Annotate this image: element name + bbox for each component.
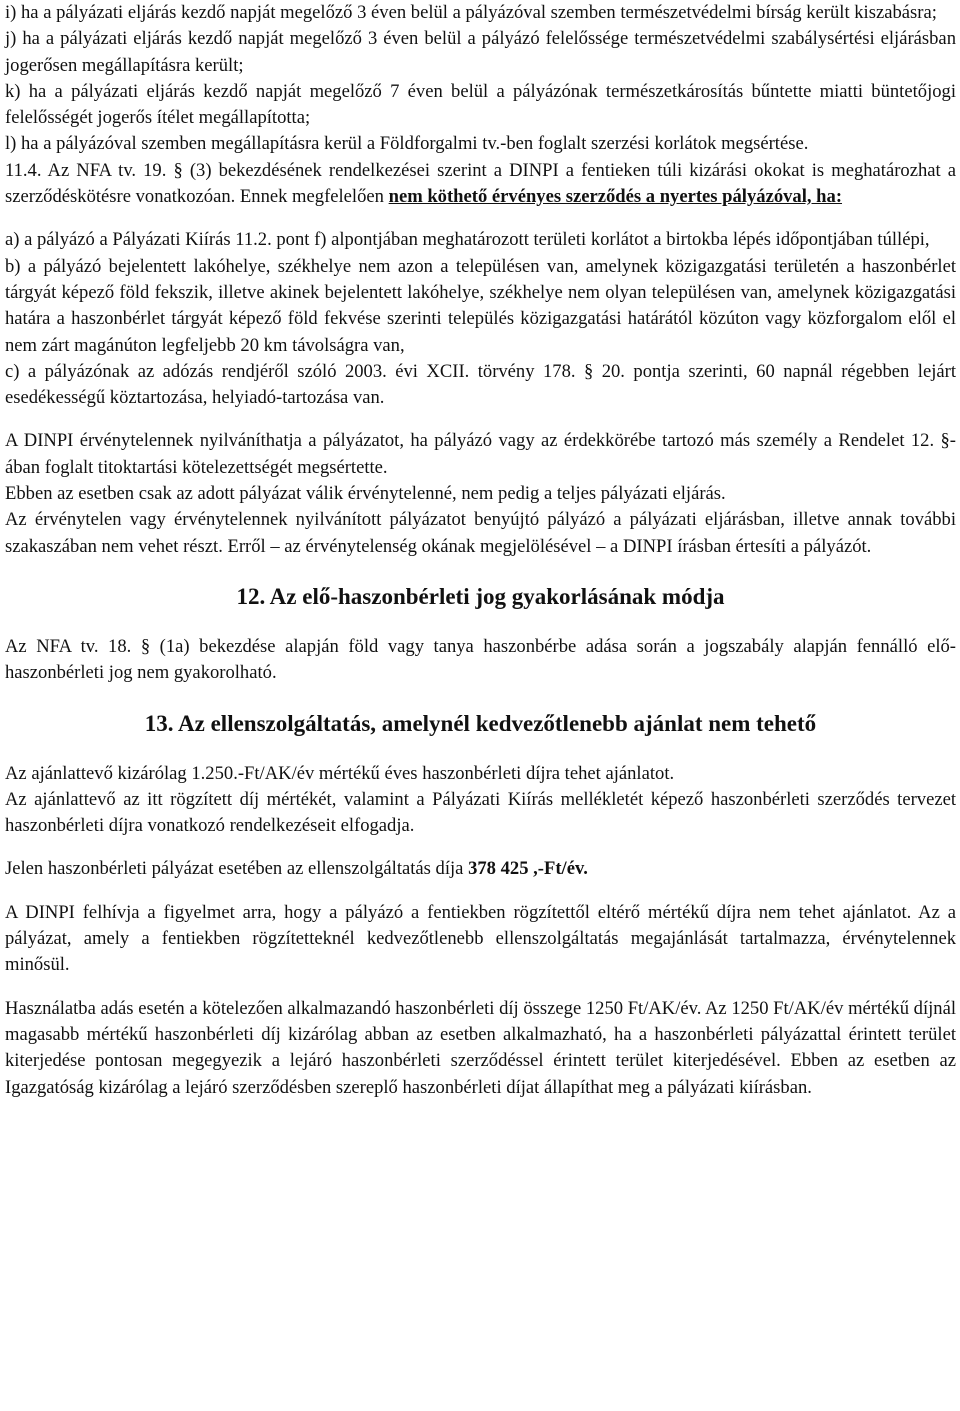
invalid-paragraph-1: A DINPI érvénytelennek nyilváníthatja a pályázatot, ha pályázó vagy az érdekkörébe tartozó más személy a Rendelet 12. §-ában foglalt titoktartási kötelezettségét megsértette. (5, 430, 956, 478)
list-item-l: l) ha a pályázóval szemben megállapításra kerül a Földforgalmi tv.-ben foglalt szerzési korlátok megsértése. (5, 133, 809, 155)
list-item-a: a) a pályázó a Pályázati Kiírás 11.2. pont f) alpontjában meghatározott területi korlátot a birtokba lépés időpontjában túllépi, (5, 229, 930, 251)
section-11-4-text: 11.4. Az NFA tv. 19. § (3) bekezdésének rendelkezései szerint a DINPI a fentieken túli kizárási okokat is meghatározhat a szerződéskötésre vonatkozóan. Ennek megfelelően (5, 159, 956, 208)
fee-value: 378 425 ,-Ft/év. (468, 858, 588, 880)
list-item-k: k) ha a pályázati eljárás kezdő napját megelőző 7 éven belül a pályázónak természetkárosítás bűntette miatti büntetőjogi felelősségét jogerős ítélet megállapította; (5, 80, 956, 129)
section-11-4-paragraph (5, 158, 956, 211)
invalid-paragraph-2: Ebben az esetben csak az adott pályázat válik érvénytelenné, nem pedig a teljes pályázati eljárás. (5, 483, 726, 505)
fee-prefix: Jelen haszonbérleti pályázat esetében az ellenszolgáltatás díja (5, 858, 469, 880)
list-item-b: b) a pályázó bejelentett lakóhelye, székhelye nem azon a településen van, amelynek közigazgatási területén a haszonbérlet tárgyát képező föld fekszik, illetve akinek bejelentett lakóhelye, székhelye nem olyan településen van, amelynek közigazgatási határa a haszonbérlet tárgyát képező föld fekvése szerinti település közigazgatási határától közúton vagy közforgalom elől el nem zárt magánúton legfeljebb 20 km távolságra van, (5, 255, 956, 356)
list-item-c: c) a pályázónak az adózás rendjéről szóló 2003. évi XCII. törvény 178. § 20. pontja szerinti, 60 napnál régebben lejárt esedékességű köztartozása, helyiadó-tartozása van. (5, 360, 956, 409)
section-13-paragraph-2: Az ajánlattevő az itt rögzített díj mértékét, valamint a Pályázati Kiírás mellékletét képező haszonbérleti szerződés tervezet haszonbérleti díjra vonatkozó rendelkezéseit elfogadja. (5, 788, 956, 837)
document-page (5, 0, 956, 1101)
list-item-j: j) ha a pályázati eljárás kezdő napját megelőző 3 éven belül a pályázó felelőssége természetvédelmi szabálysértési eljárásban jogerősen megállapításra került; (5, 28, 956, 76)
section-13-paragraph-4: A DINPI felhívja a figyelmet arra, hogy a pályázó a fentiekben rögzítettől eltérő mértékű díjra nem tehet ajánlatot. Az a pályázat, amely a fentiekben rögzítetteknél kedvezőtlenebb ellenszolgáltatás megajánlását tartalmazza, érvénytelennek minősül. (5, 901, 956, 976)
invalid-paragraph-3: Az érvénytelen vagy érvénytelennek nyilvánított pályázatot benyújtó pályázó a pályázati eljárásban, illetve annak további szakaszában nem vehet részt. Erről – az érvénytelenség okának megjelölésével – a DINPI írásban értesíti a pályázót. (5, 509, 956, 557)
section-13-fee-paragraph (5, 856, 956, 882)
section-13-paragraph-1: Az ajánlattevő kizárólag 1.250.-Ft/AK/év mértékű éves haszonbérleti díjra tehet ajánlatot. (5, 762, 675, 784)
section-11-4-underlined: nem köthető érvényes szerződés a nyertes pályázóval, ha: (388, 186, 843, 208)
section-12-heading: 12. Az elő-haszonbérleti jog gyakorlásának módja (236, 583, 725, 609)
section-13-heading: 13. Az ellenszolgáltatás, amelynél kedvezőtlenebb ajánlat nem tehető (144, 710, 817, 736)
section-13-paragraph-5: Használatba adás esetén a kötelezően alkalmazandó haszonbérleti díj összege 1250 Ft/AK/év. Az 1250 Ft/AK/év mértékű díjnál magasabb mértékű haszonbérleti díj kizárólag abban az esetben alkalmazható, ha a haszonbérleti pályázattal érintett terület kiterjedése pontosan megegyezik a lejáró haszonbérleti szerződéssel érintett terület kiterjedésével. Ebben az esetben az Igazgatóság kizárólag a lejáró szerződésben szereplő haszonbérleti díjat állapíthat meg a pályázati kiírásban. (5, 997, 956, 1098)
list-item-i: i) ha a pályázati eljárás kezdő napját megelőző 3 éven belül a pályázóval szemben természetvédelmi bírság került kiszabásra; (5, 2, 937, 23)
section-12-paragraph: Az NFA tv. 18. § (1a) bekezdése alapján föld vagy tanya haszonbérbe adása során a jogszabály alapján fennálló elő-haszonbérleti jog nem gyakorolható. (5, 635, 956, 684)
